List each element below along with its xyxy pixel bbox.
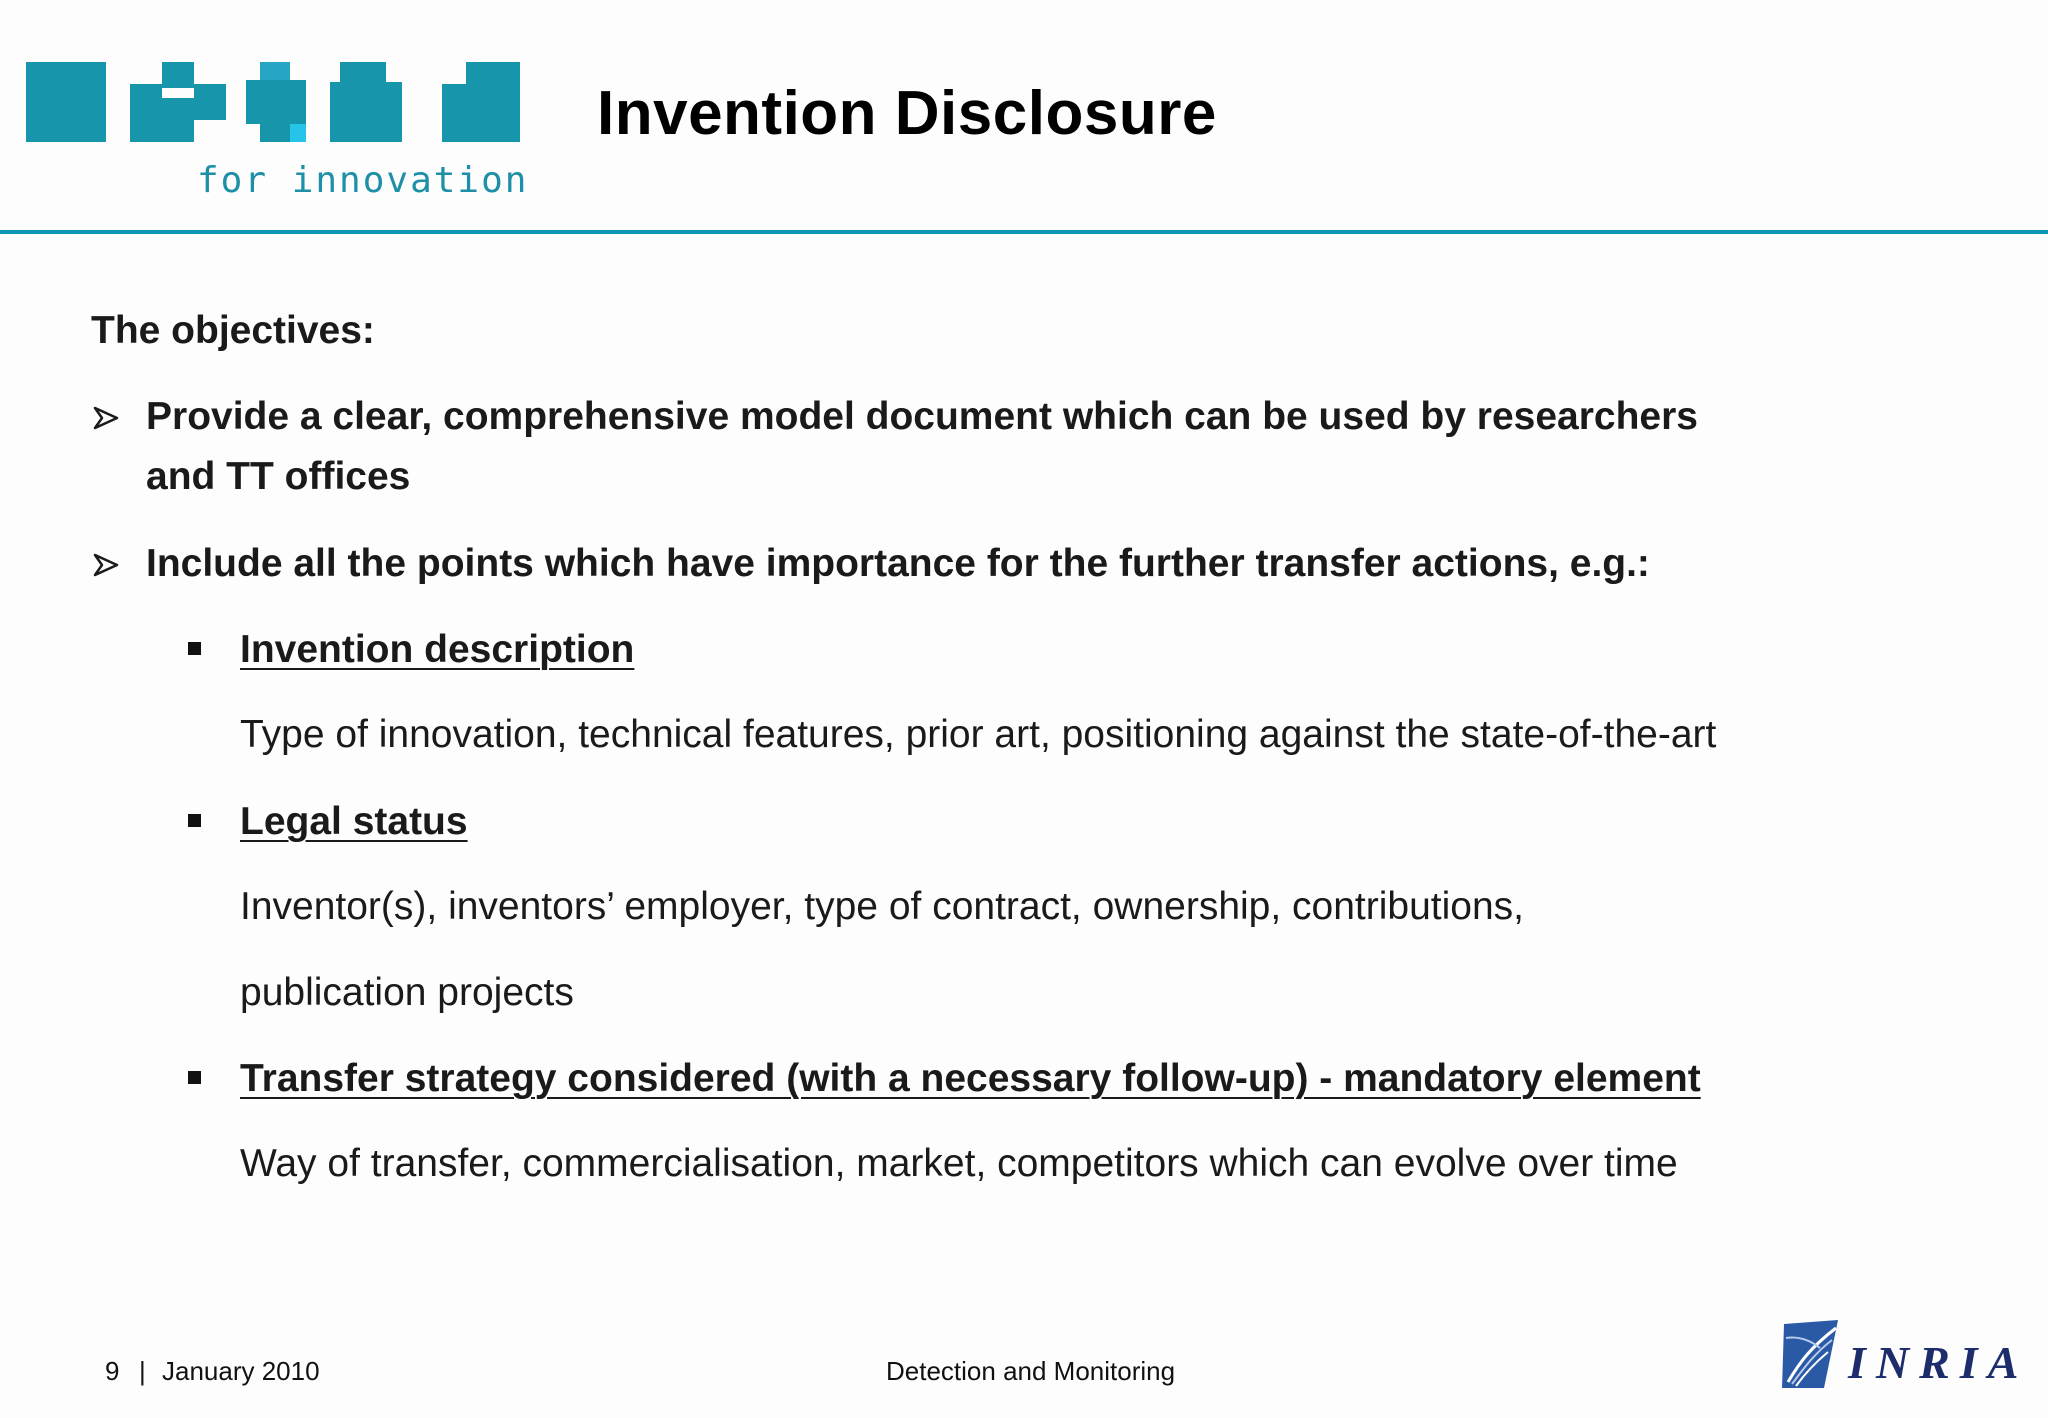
square-bullet-icon	[188, 814, 201, 827]
inria-brand-text: INRIA	[1848, 1337, 2029, 1388]
footer-separator: |	[139, 1356, 146, 1386]
bullet-1-line-2: and TT offices	[146, 455, 411, 498]
square-bullet-icon	[188, 1071, 201, 1084]
bullet-1-line-1: Provide a clear, comprehensive model document which can be used by researchers	[146, 395, 1698, 438]
sub-item-desc-transfer-strategy: Way of transfer, commercialisation, market, competitors which can evolve over time	[240, 1142, 1678, 1185]
logo-tagline: for innovation	[197, 160, 529, 201]
bullet-2-line-1: Include all the points which have importance for the further transfer actions, e.g.:	[146, 542, 1650, 585]
arrow-bullet-icon	[92, 551, 120, 579]
square-bullet-icon	[188, 642, 201, 655]
sub-item-title-transfer-strategy: Transfer strategy considered (with a necessary follow-up) - mandatory element	[240, 1057, 1701, 1100]
footer-page-number: 9	[105, 1356, 120, 1386]
footer-center-text: Detection and Monitoring	[886, 1356, 1176, 1386]
sub-item-desc-legal-status-line-1: Inventor(s), inventors’ employer, type of contract, ownership, contributions,	[240, 885, 1524, 928]
sub-item-title-legal-status: Legal status	[240, 800, 468, 843]
sub-item-title-invention-description: Invention description	[240, 628, 635, 671]
footer-date: January 2010	[162, 1356, 320, 1386]
objectives-heading: The objectives:	[91, 309, 375, 352]
slide-title: Invention Disclosure	[597, 79, 1217, 148]
arrow-bullet-icon	[92, 404, 120, 432]
sub-item-desc-legal-status-line-2: publication projects	[240, 971, 574, 1014]
sub-item-desc-invention-description: Type of innovation, technical features, prior art, positioning against the state-of-the-art	[240, 713, 1717, 756]
